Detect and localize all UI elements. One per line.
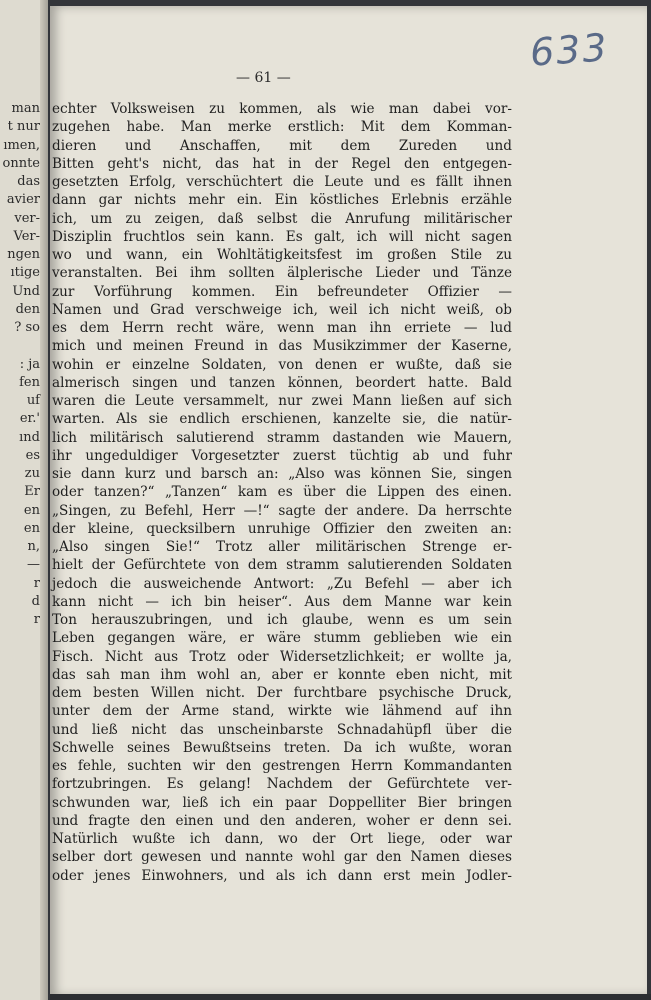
text-line: der kleine, quecksilbern unruhige Offizier den zweiten an:: [52, 520, 512, 537]
text-line: das sah man ihm wohl an, aber er konnte eben nicht, mit: [52, 666, 512, 683]
page-number: — 61 —: [236, 70, 291, 86]
text-line: Disziplin fruchtlos sein kann. Es galt, ich will nicht sagen: [52, 228, 512, 245]
text-line: sie dann kurz und barsch an: „Also was können Sie, singen: [52, 466, 512, 482]
body-text: [52, 100, 512, 885]
text-line: selber dort gewesen und nannte wohl gar den Namen dieses: [52, 849, 512, 866]
archive-number: 633: [529, 25, 611, 75]
text-line: warten. Als sie endlich erschienen, kanzelte sie, die natür-: [52, 411, 512, 428]
prev-page-fragment: er.': [19, 411, 40, 427]
prev-page-fragment: n,: [27, 539, 40, 554]
text-line: wo und wann, ein Wohltätigkeitsfest im großen Stile zu: [52, 247, 512, 263]
text-line: mich und meinen Freund in das Musikzimmer der Kaserne,: [52, 338, 512, 355]
text-line: dem besten Willen nicht. Der furchtbare psychische Druck,: [52, 685, 512, 701]
text-line: es dem Herrn recht wäre, wenn man ihn erriete — lud: [52, 320, 512, 336]
prev-page-fragment: man: [11, 101, 40, 116]
text-line: waren die Leute versammelt, nur zwei Mann ließen auf sich: [52, 393, 512, 409]
prev-page-fragment: en: [23, 520, 40, 536]
text-line: und fragte den einen und den anderen, woher er denn sei.: [52, 812, 512, 829]
prev-page-fragment: das: [17, 174, 40, 189]
prev-page-fragment: ımen,: [3, 137, 40, 153]
prev-page-fragment: —: [27, 557, 40, 573]
prev-page-fragment: ? so: [14, 320, 40, 335]
text-line: wohin er einzelne Soldaten, von denen er wußte, daß sie: [52, 356, 512, 373]
text-line: dann gar nichts mehr ein. Ein köstliches Erlebnis erzähle: [52, 192, 512, 209]
previous-page-edge: [0, 0, 48, 1000]
prev-page-fragment: ngen: [7, 247, 40, 262]
prev-page-fragment: ıtige: [10, 265, 40, 281]
text-line: oder tanzen?“ „Tanzen“ kam es über die Lippen des einen.: [52, 484, 512, 501]
text-line: dieren und Anschaffen, mit dem Zureden und: [52, 137, 512, 154]
prev-page-fragment: r: [33, 612, 40, 627]
prev-page-fragment: Ver-: [13, 228, 40, 244]
text-line: veranstalten. Bei ihm sollten älplerische Lieder und Tänze: [52, 265, 512, 282]
text-line: schwunden war, ließ ich ein paar Doppelliter Bier bringen: [52, 794, 512, 811]
prev-page-fragment: d: [31, 593, 40, 609]
text-line: zur Vorführung kommen. Ein befreundeter Offizier —: [52, 283, 512, 300]
text-line: zugehen habe. Man merke erstlich: Mit dem Komman-: [52, 119, 512, 136]
text-line: Fisch. Nicht aus Trotz oder Widersetzlichkeit; er wollte ja,: [52, 648, 512, 665]
text-line: ihr ungeduldiger Vorgesetzter zuerst tüchtig ab und fuhr: [52, 447, 512, 464]
text-line: kann nicht — ich bin heiser“. Aus dem Manne war kein: [52, 593, 512, 610]
text-line: fortzubringen. Es gelang! Nachdem der Gefürchtete ver-: [52, 776, 512, 793]
text-line: Leben gegangen wäre, er wäre stumm geblieben wie ein: [52, 630, 512, 647]
text-line: almerisch singen und tanzen können, beordert hatte. Bald: [52, 374, 512, 391]
prev-page-fragment: zu: [24, 466, 40, 481]
prev-page-fragment: ınd: [19, 429, 40, 445]
prev-page-fragment: t nur: [7, 119, 40, 135]
prev-page-fragment: es: [25, 447, 40, 463]
prev-page-fragment: avier: [6, 192, 40, 208]
text-line: Bitten geht's nicht, das hat in der Regel den entgegen-: [52, 155, 512, 172]
text-line: oder jenes Einwohners, und als ich dann erst mein Jodler-: [52, 867, 512, 884]
text-line: hielt der Gefürchtete von dem stramm salutierenden Soldaten: [52, 557, 512, 574]
text-line: Natürlich wußte ich dann, wo der Ort liege, oder war: [52, 831, 512, 847]
prev-page-fragment: onnte: [2, 155, 40, 171]
text-line: Ton herauszubringen, und ich glaube, wenn es um sein: [52, 612, 512, 628]
text-line: Namen und Grad verschweige ich, weil ich nicht weiß, ob: [52, 301, 512, 318]
book-page: [50, 6, 647, 996]
text-line: unter dem der Arme stand, wirkte wie lähmend auf ihn: [52, 703, 512, 720]
prev-page-fragment: : ja: [19, 356, 40, 372]
text-line: jedoch die ausweichende Antwort: „Zu Befehl — aber ich: [52, 575, 512, 592]
prev-page-fragment: ver-: [14, 210, 40, 226]
prev-page-fragment: Und: [12, 283, 40, 299]
text-line: Schwelle seines Bewußtseins treten. Da ich wußte, woran: [52, 739, 512, 756]
text-line: ich, um zu zeigen, daß selbst die Anrufung militärischer: [52, 210, 512, 227]
text-line: „Singen, zu Befehl, Herr —!“ sagte der andere. Da herrschte: [52, 502, 512, 519]
page-bottom-edge: [50, 994, 651, 1000]
prev-page-fragment: Er: [24, 484, 40, 500]
prev-page-fragment: den: [15, 301, 40, 317]
text-line: und ließ nicht das unscheinbarste Schnadahüpfl über die: [52, 721, 512, 738]
book-gutter: [40, 0, 48, 1000]
prev-page-fragment: uf: [26, 393, 40, 408]
text-line: lich militärisch salutierend stramm dastanden wie Mauern,: [52, 429, 512, 446]
text-line: es fehle, suchten wir den gestrengen Herrn Kommandanten: [52, 758, 512, 774]
prev-page-fragment: fen: [19, 374, 40, 390]
prev-page-fragment: r: [33, 575, 40, 591]
prev-page-fragment: en: [23, 502, 40, 518]
text-line: „Also singen Sie!“ Trotz aller militärischen Strenge er-: [52, 539, 512, 555]
text-line: echter Volksweisen zu kommen, als wie man dabei vor-: [52, 101, 512, 117]
text-line: gesetzten Erfolg, verschüchtert die Leute und es fällt ihnen: [52, 174, 512, 190]
